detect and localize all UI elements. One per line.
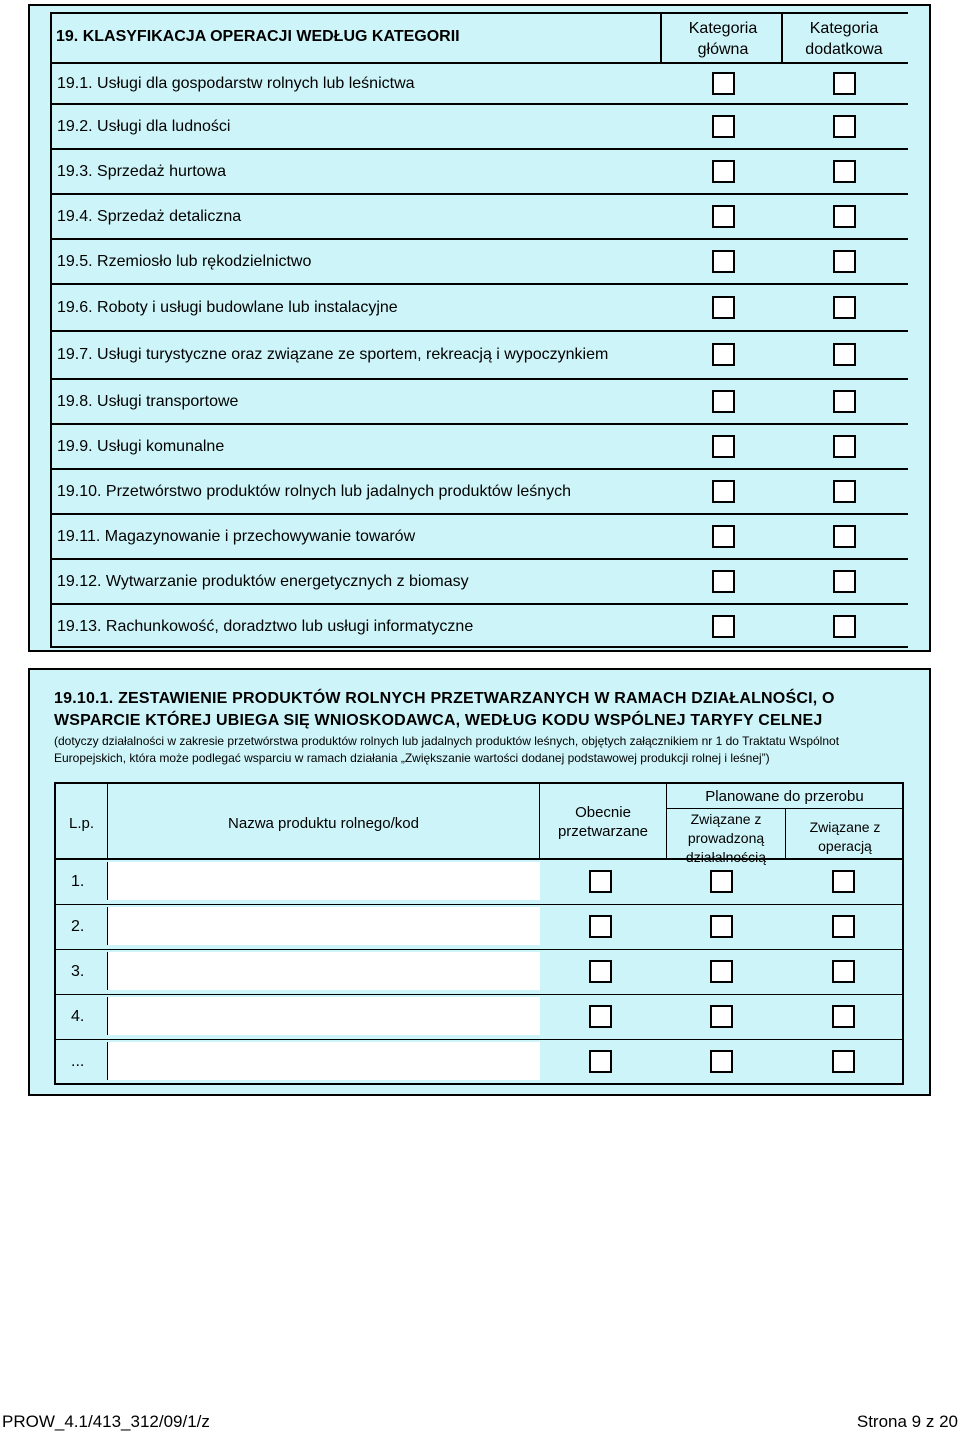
category-row [50, 603, 908, 648]
header-product-name: Nazwa produktu rolnego/kod [107, 784, 539, 858]
main-category-checkbox[interactable] [712, 343, 735, 366]
planned-activity-checkbox[interactable] [710, 960, 733, 983]
product-row [54, 860, 904, 905]
main-category-checkbox[interactable] [712, 480, 735, 503]
main-category-checkbox[interactable] [712, 390, 735, 413]
extra-category-checkbox[interactable] [833, 343, 856, 366]
column-header-extra: Kategoria dodatkowa [805, 20, 883, 58]
product-name-field[interactable] [107, 952, 540, 990]
main-category-checkbox[interactable] [712, 435, 735, 458]
currently-processed-checkbox[interactable] [589, 960, 612, 983]
category-row [50, 513, 908, 558]
category-header-row [50, 12, 908, 62]
document-code: PROW_4.1/413_312/09/1/z [2, 1412, 210, 1431]
row-number: 3. [71, 963, 85, 980]
category-row [50, 330, 908, 378]
currently-processed-checkbox[interactable] [589, 1005, 612, 1028]
column-header-main: Kategoria główna [688, 20, 758, 58]
planned-operation-checkbox[interactable] [832, 960, 855, 983]
category-label: 19.13. Rachunkowość, doradztwo lub usługi informatyczne [57, 618, 474, 635]
extra-category-checkbox[interactable] [833, 480, 856, 503]
products-section-title: 19.10.1. ZESTAWIENIE PRODUKTÓW ROLNYCH PRZETWARZANYCH W RAMACH DZIAŁALNOŚCI, O [54, 690, 835, 707]
page-number: Strona 9 z 20 [856, 1412, 958, 1431]
header-planned-activity: Związane z prowadzoną działalnością [685, 811, 767, 865]
header-currently-processed: Obecnie przetwarzane [539, 784, 666, 858]
extra-category-checkbox[interactable] [833, 250, 856, 273]
category-row [50, 148, 908, 193]
planned-operation-checkbox[interactable] [832, 1050, 855, 1073]
category-label: 19.4. Sprzedaż detaliczna [57, 208, 242, 225]
main-category-checkbox[interactable] [712, 525, 735, 548]
planned-operation-checkbox[interactable] [832, 870, 855, 893]
product-row [54, 950, 904, 995]
extra-category-checkbox[interactable] [833, 160, 856, 183]
category-label: 19.3. Sprzedaż hurtowa [57, 163, 226, 180]
extra-category-checkbox[interactable] [833, 525, 856, 548]
header-planned: Planowane do przerobu Związane z prowadzoną działalnością Związane z operacją [666, 784, 902, 858]
category-row [50, 193, 908, 238]
category-label: 19.10. Przetwórstwo produktów rolnych lub jadalnych produktów leśnych [57, 483, 572, 500]
product-row [54, 1040, 904, 1085]
category-row [50, 468, 908, 513]
product-row [54, 905, 904, 950]
extra-category-checkbox[interactable] [833, 570, 856, 593]
row-number: ... [71, 1053, 85, 1070]
category-label: 19.8. Usługi transportowe [57, 393, 239, 410]
category-row [50, 558, 908, 603]
main-category-checkbox[interactable] [712, 250, 735, 273]
category-label: 19.1. Usługi dla gospodarstw rolnych lub leśnictwa [57, 75, 415, 92]
extra-category-checkbox[interactable] [833, 435, 856, 458]
category-label: 19.6. Roboty i usługi budowlane lub instalacyjne [57, 299, 398, 316]
category-label: 19.11. Magazynowanie i przechowywanie towarów [57, 528, 416, 545]
currently-processed-checkbox[interactable] [589, 1050, 612, 1073]
section-title: 19. KLASYFIKACJA OPERACJI WEDŁUG KATEGORII [56, 28, 460, 45]
extra-category-checkbox[interactable] [833, 72, 856, 95]
planned-activity-checkbox[interactable] [710, 915, 733, 938]
main-category-checkbox[interactable] [712, 615, 735, 638]
category-row [50, 103, 908, 148]
header-planned-operation: Związane z operacją [785, 808, 904, 858]
products-section-title-line2: WSPARCIE KTÓREJ UBIEGA SIĘ WNIOSKODAWCA, WEDŁUG KODU WSPÓLNEJ TARYFY CELNEJ [54, 712, 823, 729]
extra-category-checkbox[interactable] [833, 205, 856, 228]
row-number: 1. [71, 873, 85, 890]
category-label: 19.5. Rzemiosło lub rękodzielnictwo [57, 253, 312, 270]
planned-activity-checkbox[interactable] [710, 1050, 733, 1073]
category-label: 19.2. Usługi dla ludności [57, 118, 231, 135]
product-name-field[interactable] [107, 862, 540, 900]
row-number: 2. [71, 918, 85, 935]
category-row [50, 238, 908, 283]
main-category-checkbox[interactable] [712, 205, 735, 228]
header-lp: L.p. [68, 815, 95, 832]
main-category-checkbox[interactable] [712, 570, 735, 593]
product-name-field[interactable] [107, 907, 540, 945]
category-row [50, 62, 908, 103]
products-table-header [54, 782, 904, 865]
category-label: 19.7. Usługi turystyczne oraz związane ze sportem, rekreacją i wypoczynkiem [57, 346, 609, 363]
main-category-checkbox[interactable] [712, 160, 735, 183]
category-row [50, 423, 908, 468]
products-section-note: (dotyczy działalności w zakresie przetwórstwa produktów rolnych lub jadalnych produktów leśnych, objętych załącznikiem nr 1 do Traktatu Wspólnot [54, 734, 840, 748]
planned-operation-checkbox[interactable] [832, 1005, 855, 1028]
category-label: 19.12. Wytwarzanie produktów energetycznych z biomasy [57, 573, 469, 590]
main-category-checkbox[interactable] [712, 296, 735, 319]
currently-processed-checkbox[interactable] [589, 870, 612, 893]
products-section-note-line2: Europejskich, która może podlegać wsparciu w ramach działania „Zwiększanie wartości dodanej podstawowej produkcji rolnej i leśnej”) [54, 751, 770, 765]
main-category-checkbox[interactable] [712, 72, 735, 95]
row-number: 4. [71, 1008, 85, 1025]
category-label: 19.9. Usługi komunalne [57, 438, 225, 455]
extra-category-checkbox[interactable] [833, 115, 856, 138]
extra-category-checkbox[interactable] [833, 390, 856, 413]
category-row [50, 283, 908, 330]
extra-category-checkbox[interactable] [833, 615, 856, 638]
planned-operation-checkbox[interactable] [832, 915, 855, 938]
product-name-field[interactable] [107, 997, 540, 1035]
category-row [50, 378, 908, 423]
product-name-field[interactable] [107, 1042, 540, 1080]
planned-activity-checkbox[interactable] [710, 1005, 733, 1028]
extra-category-checkbox[interactable] [833, 296, 856, 319]
product-row [54, 995, 904, 1040]
main-category-checkbox[interactable] [712, 115, 735, 138]
currently-processed-checkbox[interactable] [589, 915, 612, 938]
planned-activity-checkbox[interactable] [710, 870, 733, 893]
